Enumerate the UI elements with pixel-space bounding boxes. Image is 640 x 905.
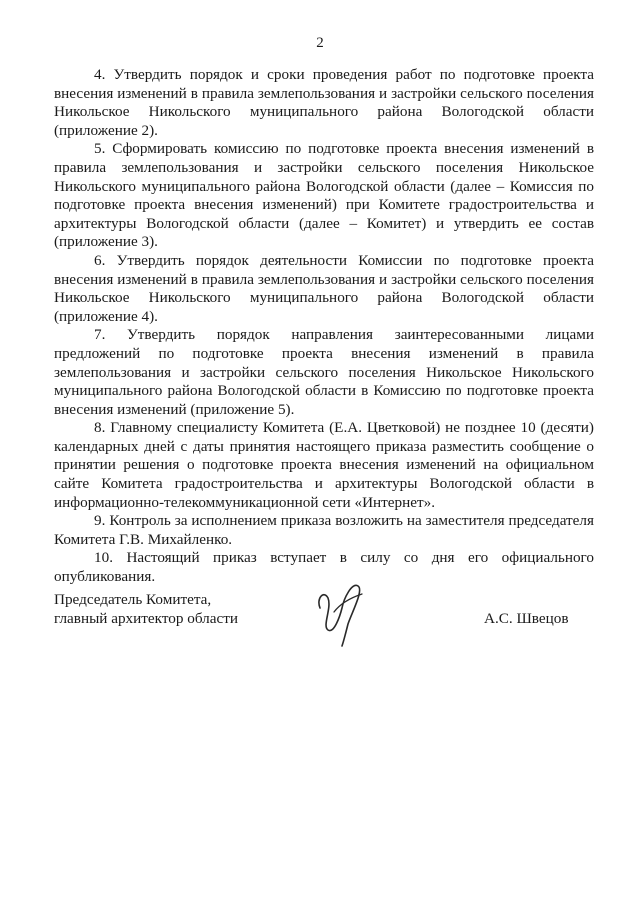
paragraph-6: 6. Утвердить порядок деятельности Комиссии по подготовке проекта внесения изменений в правила землепользования и застройки сельского поселения Никольское Никольского муниципального района Вологодской области (приложение 4). (54, 251, 594, 325)
paragraph-7: 7. Утвердить порядок направления заинтересованными лицами предложений по подготовке проекта внесения изменений в правила землепользования и застройки сельского поселения Никольское Никольского муниципального района Вологодской области в Комиссию по подготовке проекта внесения изменений (приложение 5). (54, 326, 594, 418)
signatory-name: А.С. Швецов (484, 610, 569, 627)
signatory-title (54, 590, 238, 628)
paragraph-10: 10. Настоящий приказ вступает в силу со дня его официального опубликования. (54, 549, 594, 586)
signatory-title-line1: Председатель Комитета, (54, 591, 212, 608)
paragraph-4: 4. Утвердить порядок и сроки проведения работ по подготовке проекта внесения изменений в правила землепользования и застройки сельского поселения Никольское Никольского муниципального района Вологодской области (приложение 2). (54, 66, 594, 139)
document-body (54, 66, 594, 587)
handwritten-signature-icon (306, 568, 386, 648)
paragraph-5: 5. Сформировать комиссию по подготовке проекта внесения изменений в правила землепользования и застройки сельского поселения Никольское Никольского муниципального района Вологодской области (далее – Комиссия по подготовке проекта внесения изменений) при Комитете градостроительства и архитектуры Вологодской области (далее – Комитет) и утвердить ее состав (приложение 3). (54, 140, 594, 251)
page-number: 2 (316, 35, 324, 51)
signature-block (54, 590, 594, 660)
paragraph-9: 9. Контроль за исполнением приказа возложить на заместителя председателя Комитета Г.В. Михайленко. (54, 512, 594, 548)
paragraph-8: 8. Главному специалисту Комитета (Е.А. Цветковой) не позднее 10 (десяти) календарных дней с даты принятия настоящего приказа разместить сообщение о принятии решения о подготовке проекта внесения изменений на официальном сайте Комитета градостроительства и архитектуры Вологодской области в информационно-телекоммуникационной сети «Интернет». (54, 419, 594, 511)
signatory-title-line2: главный архитектор области (54, 610, 239, 627)
